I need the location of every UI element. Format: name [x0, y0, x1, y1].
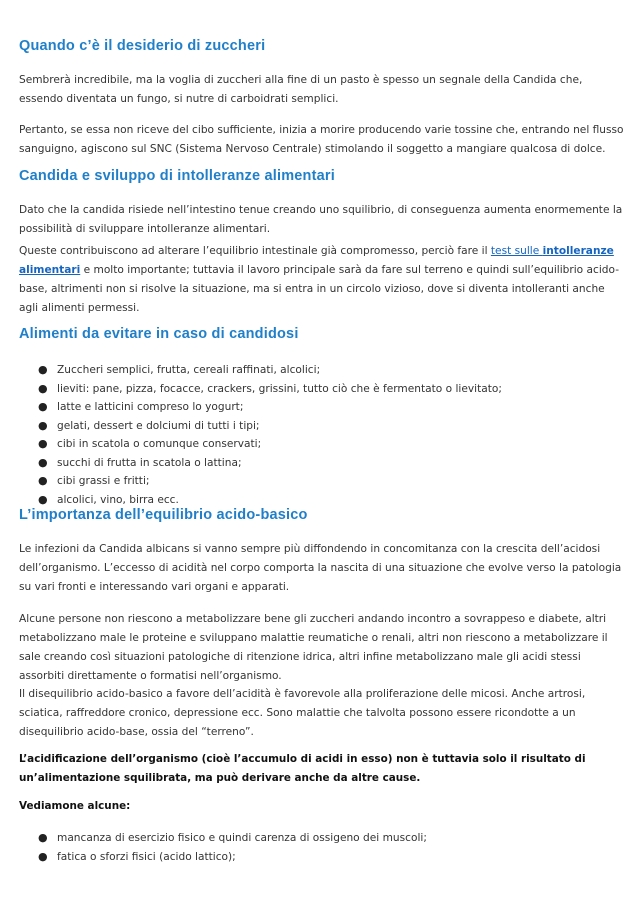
- link-text: test sulle: [490, 245, 543, 257]
- list-item-text: gelati, dessert e dolciumi di tutti i tipi;: [57, 419, 260, 432]
- paragraph: Le infezioni da Candida albicans si vanno sempre più diffondendo in concomitanza con la crescita dell’acidosi dell’organismo. L’eccesso di acidità nel corpo comporta la nascita di una situazione che evolve verso la patologia su vari fronti e interessando vari organi e apparati.: [19, 543, 622, 593]
- paragraph: Alcune persone non riescono a metabolizzare bene gli zuccheri andando incontro a sovrappeso e diabete, altri metabolizzano male le proteine e sviluppano malattie reumatiche o renali, altri non riescono a metabolizzare il sale creando così situazioni patologiche di ritenzione idrica, altri infine metabolizzano male gli acidi stessi assorbiti direttamente o formatisi nell’organismo.: [19, 613, 608, 682]
- heading-alimenti-evitare: Alimenti da evitare in caso di candidosi: [19, 326, 299, 342]
- heading-desiderio-zuccheri: Quando c’è il desiderio di zuccheri: [19, 38, 266, 54]
- heading-candida-intolleranze: Candida e sviluppo di intolleranze alimentari: [19, 168, 335, 184]
- bold-paragraph: Vediamone alcune:: [19, 800, 131, 812]
- list-item-text: lieviti: pane, pizza, focacce, crackers, grissini, tutto ciò che è fermentato o lievitato;: [57, 382, 502, 395]
- bullet-icon: ●: [38, 400, 48, 413]
- list-item: [19, 417, 619, 436]
- paragraph-text: Queste contribuiscono ad alterare l’equilibrio intestinale già compromesso, perciò fare il: [19, 245, 491, 257]
- bullet-icon: ●: [38, 831, 48, 844]
- bullet-icon: ●: [38, 849, 48, 863]
- heading-equilibrio-acido-basico: L’importanza dell’equilibrio acido-basico: [19, 507, 308, 523]
- list-item-text: succhi di frutta in scatola o lattina;: [57, 456, 242, 469]
- list-item-text: mancanza di esercizio fisico e quindi carenza di ossigeno dei muscoli;: [57, 832, 427, 844]
- bullet-icon: ●: [38, 474, 48, 487]
- list-item-text: cibi grassi e fritti;: [57, 475, 150, 487]
- bullet-icon: ●: [38, 492, 48, 506]
- paragraph: Sembrerà incredibile, ma la voglia di zuccheri alla fine di un pasto è spesso un segnale della Candida che, essendo diventata un fungo, si nutre di carboidrati semplici.: [19, 74, 583, 105]
- paragraph: Il disequilibrio acido-basico a favore dell’acidità è favorevole alla proliferazione delle micosi. Anche artrosi, sciatica, raffreddore cronico, depressione ecc. Sono malattie che talvolta possono essere ricondotte a un disequilibrio acido-base, ossia del “terreno”.: [19, 688, 586, 738]
- list-item-text: Zuccheri semplici, frutta, cereali raffinati, alcolici;: [57, 364, 321, 376]
- list-item: [19, 398, 619, 417]
- foods-to-avoid-list: [19, 361, 619, 509]
- list-item: [19, 829, 619, 848]
- acidification-causes-list: [19, 829, 619, 866]
- list-item: [19, 435, 619, 454]
- paragraph: Pertanto, se essa non riceve del cibo sufficiente, inizia a morire producendo varie tossine che, entrando nel flusso sanguigno, agiscono sul SNC (Sistema Nervoso Centrale) stimolando il soggetto a mangiare qualcosa di dolce.: [19, 124, 624, 155]
- list-item: [19, 848, 619, 867]
- paragraph-text: e molto importante; tuttavia il lavoro principale sarà da fare sul terreno e quindi sull’equilibrio acido-base, altrimenti non si risolve la situazione, ma si entra in un circolo vizioso, dove si diventa intolleranti anche agli alimenti permessi.: [19, 264, 620, 314]
- list-item-text: alcolici, vino, birra ecc.: [57, 493, 179, 506]
- bullet-icon: ●: [38, 381, 48, 395]
- bullet-icon: ●: [38, 418, 48, 432]
- paragraph-with-link: [19, 242, 625, 318]
- list-item-text: cibi in scatola o comunque conservati;: [57, 438, 262, 450]
- list-item-text: fatica o sforzi fisici (acido lattico);: [57, 850, 236, 863]
- list-item-text: latte e latticini compreso lo yogurt;: [57, 401, 244, 413]
- list-item: [19, 361, 619, 380]
- list-item: [19, 380, 619, 399]
- bullet-icon: ●: [38, 455, 48, 469]
- bullet-icon: ●: [38, 363, 48, 376]
- list-item: [19, 454, 619, 473]
- list-item: [19, 472, 619, 491]
- link-text-bold: intolleranze alimentari: [19, 245, 614, 276]
- bullet-icon: ●: [38, 437, 48, 450]
- paragraph: Dato che la candida risiede nell’intestino tenue creando uno squilibrio, di conseguenza aumenta enormemente la possibilità di sviluppare intolleranze alimentari.: [19, 204, 623, 235]
- bold-paragraph: L’acidificazione dell’organismo (cioè l’accumulo di acidi in esso) non è tuttavia solo il risultato di un’alimentazione squilibrata, ma può derivare anche da altre cause.: [19, 753, 586, 784]
